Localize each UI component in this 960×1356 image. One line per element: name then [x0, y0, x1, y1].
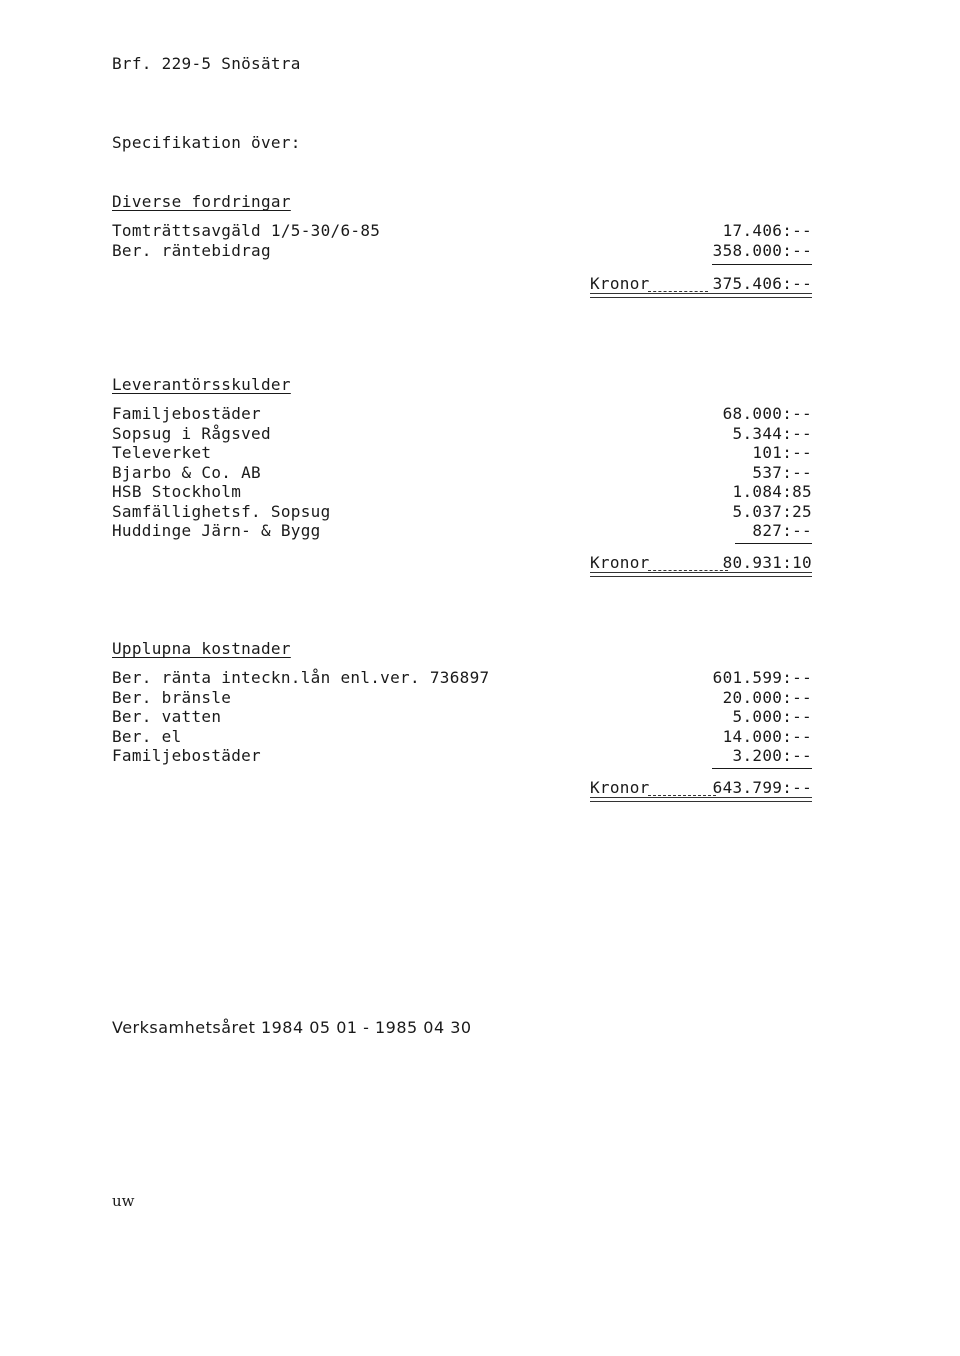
item-amount: 5.000:-- [732, 707, 812, 726]
section-title: Leverantörsskulder [112, 375, 291, 394]
item-amount: 101:-- [752, 443, 812, 462]
total-leader [648, 795, 716, 796]
specification-title: Specifikation över: [112, 133, 301, 152]
item-label: Tomträttsavgäld 1/5-30/6-85 [112, 221, 381, 240]
handwritten-initials: uw [112, 1192, 135, 1210]
fiscal-year-period: Verksamhetsåret 1984 05 01 - 1985 04 30 [112, 1018, 472, 1037]
item-label: Sopsug i Rågsved [112, 424, 271, 443]
total-label: Kronor [590, 553, 650, 572]
item-amount: 20.000:-- [722, 688, 812, 707]
item-amount: 5.344:-- [732, 424, 812, 443]
total-amount: 375.406:-- [712, 274, 812, 293]
item-label: Bjarbo & Co. AB [112, 463, 261, 482]
total-label: Kronor [590, 274, 650, 293]
item-label: Huddinge Järn- & Bygg [112, 521, 321, 540]
item-label: HSB Stockholm [112, 482, 242, 501]
item-amount: 14.000:-- [722, 727, 812, 746]
item-label: Ber. el [112, 727, 182, 746]
item-amount: 827:-- [752, 521, 812, 540]
subtotal-rule [735, 543, 812, 544]
organization-name: Brf. 229-5 Snösätra [112, 54, 301, 73]
total-leader [648, 570, 728, 571]
item-amount: 5.037:25 [732, 502, 812, 521]
item-amount: 3.200:-- [732, 746, 812, 765]
item-amount: 68.000:-- [722, 404, 812, 423]
item-label: Samfällighetsf. Sopsug [112, 502, 331, 521]
total-amount: 80.931:10 [722, 553, 812, 572]
item-amount: 601.599:-- [712, 668, 812, 687]
item-label: Familjebostäder [112, 746, 261, 765]
section-title: Upplupna kostnader [112, 639, 291, 658]
total-double-rule [590, 797, 812, 802]
item-amount: 1.084:85 [732, 482, 812, 501]
section-title: Diverse fordringar [112, 192, 291, 211]
item-label: Ber. bränsle [112, 688, 232, 707]
item-amount: 537:-- [752, 463, 812, 482]
item-amount: 358.000:-- [712, 241, 812, 260]
total-leader [648, 291, 708, 292]
total-label: Kronor [590, 778, 650, 797]
item-amount: 17.406:-- [722, 221, 812, 240]
total-amount: 643.799:-- [712, 778, 812, 797]
item-label: Ber. ränta inteckn.lån enl.ver. 736897 [112, 668, 490, 687]
item-label: Ber. räntebidrag [112, 241, 271, 260]
item-label: Ber. vatten [112, 707, 222, 726]
total-double-rule [590, 293, 812, 298]
total-double-rule [590, 572, 812, 577]
item-label: Familjebostäder [112, 404, 261, 423]
subtotal-rule [712, 264, 812, 265]
subtotal-rule [712, 768, 812, 769]
item-label: Televerket [112, 443, 212, 462]
